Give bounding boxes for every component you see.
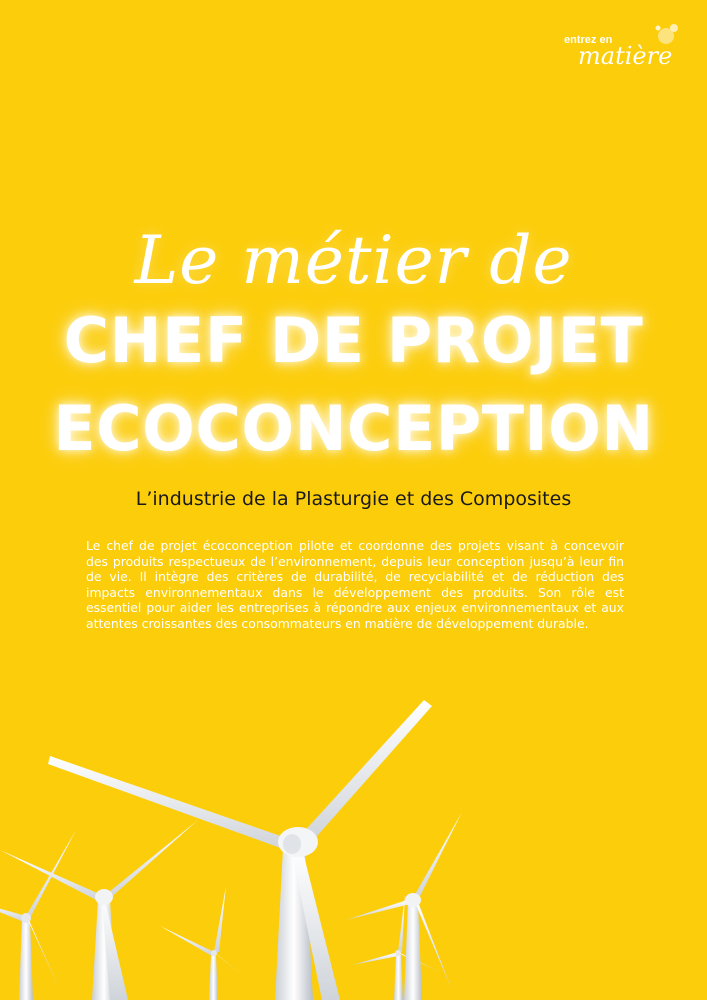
main-title-line-1: CHEF DE PROJET xyxy=(63,304,644,377)
wind-turbines-illustration xyxy=(0,690,707,1000)
turbine-far-1 xyxy=(160,886,248,1000)
description-paragraph: Le chef de projet écoconception pilote et coordonne des projets visant à concevoir des produits respectueux de l’environnement, depuis leur conception jusqu’à leur fin de vie. Il intègre des critères de durabilité, de recyclabilité et de réduction des impacts environnementaux dans le développement des produits. Son rôle est essentiel pour aider les entreprises à répondre aux enjeux environnementaux et aux attentes croissantes des consommateurs en matière de développement durable. xyxy=(86,538,624,631)
subtitle: L’industrie de la Plasturgie et des Composites xyxy=(135,488,572,510)
logo-line-1: entrez en xyxy=(564,34,613,46)
main-title-line-2: ECOCONCEPTION xyxy=(53,392,654,465)
logo-line-2: matière xyxy=(578,42,673,70)
turbine-far-2 xyxy=(352,895,440,1000)
entrez-en-matiere-logo xyxy=(560,22,690,82)
script-heading: Le métier de xyxy=(134,222,573,299)
